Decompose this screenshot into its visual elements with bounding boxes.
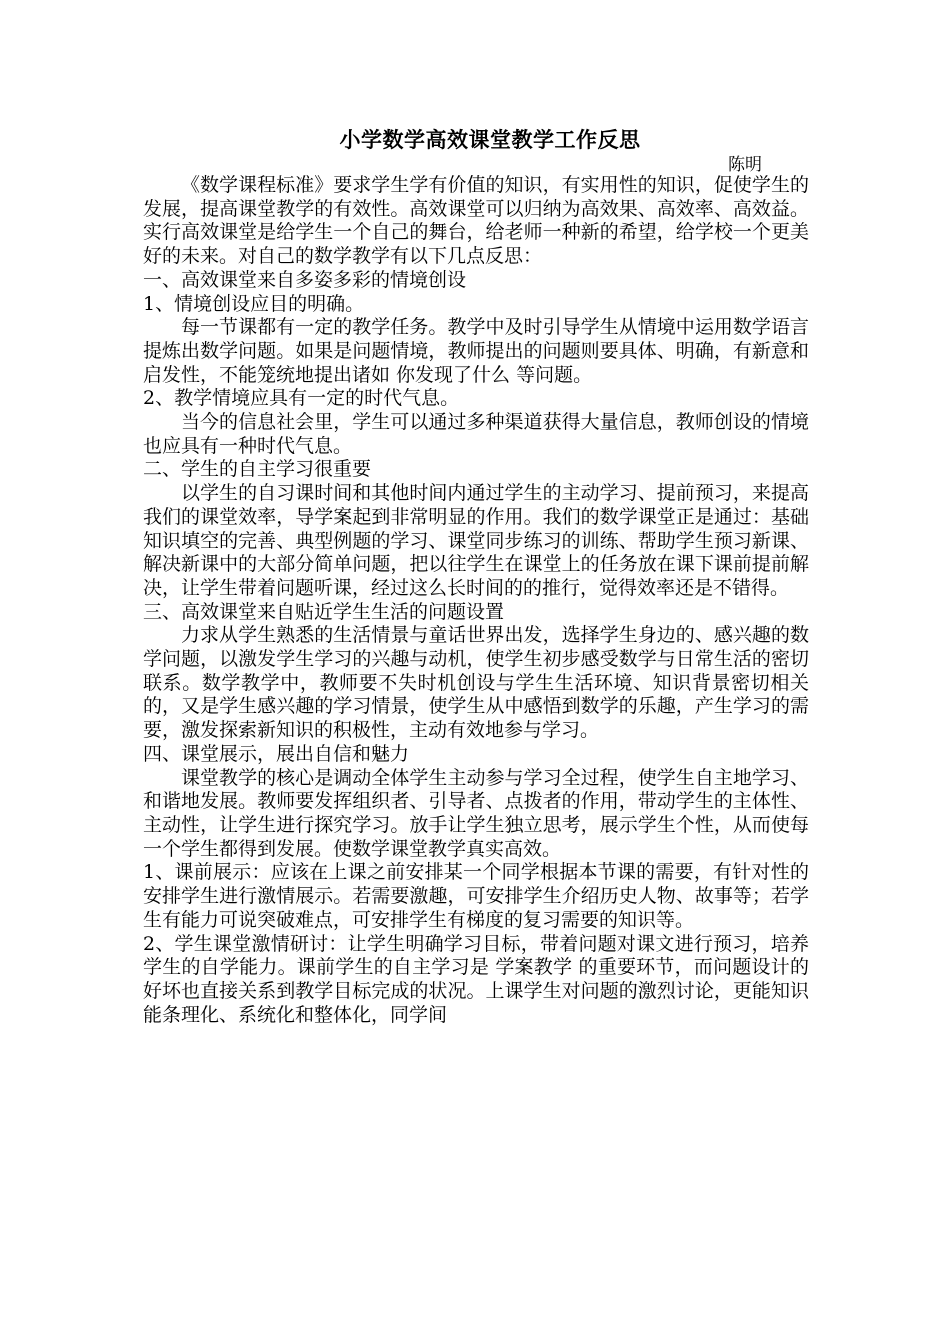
section-heading: 二、学生的自主学习很重要	[143, 458, 372, 481]
author-name: 陈明	[728, 155, 762, 175]
body-paragraph: 2、学生课堂激情研讨：让学生明确学习目标，带着问题对课文进行预习，培养学生的自学能力。课前学生的自主学习是 学案教学 的重要环节，而问题设计的好坏也直接关系到教学目标完成的状况。上课学生对问题的激烈讨论，更能知识能条理化、系统化和整体化，同学间	[143, 932, 809, 1026]
body-paragraph: 力求从学生熟悉的生活情景与童话世界出发，选择学生身边的、感兴趣的数学问题，以激发学生学习的兴趣与动机，使学生初步感受数学与日常生活的密切联系。数学教学中，教师要不失时机创设与学生生活环境、知识背景密切相关的，又是学生感兴趣的学习情景，使学生从中感悟到数学的乐趣，产生学习的需要，激发探索新知识的积极性，主动有效地参与学习。	[143, 624, 809, 742]
document-body	[143, 174, 809, 1027]
section-heading: 三、高效课堂来自贴近学生生活的问题设置	[143, 600, 505, 623]
body-paragraph: 每一节课都有一定的教学任务。教学中及时引导学生从情境中运用数学语言提炼出数学问题。如果是问题情境，教师提出的问题则要具体、明确，有新意和启发性，不能笼统地提出诸如 你发现了什么 等问题。	[143, 316, 809, 386]
section-heading: 四、课堂展示，展出自信和魅力	[143, 742, 410, 765]
body-paragraph: 当今的信息社会里，学生可以通过多种渠道获得大量信息，教师创设的情境也应具有一种时代气息。	[143, 411, 809, 457]
section-heading: 一、高效课堂来自多姿多彩的情境创设	[143, 268, 467, 291]
body-paragraph: 以学生的自习课时间和其他时间内通过学生的主动学习、提前预习，来提高我们的课堂效率，导学案起到非常明显的作用。我们的数学课堂正是通过：基础知识填空的完善、典型例题的学习、课堂同步练习的训练、帮助学生预习新课、解决新课中的大部分简单问题，把以往学生在课堂上的任务放在课下课前提前解决，让学生带着问题听课，经过这么长时间的的推行，觉得效率还是不错得。	[143, 482, 809, 599]
body-paragraph: 课堂教学的核心是调动全体学生主动参与学习全过程，使学生自主地学习、和谐地发展。教师要发挥组织者、引导者、点拨者的作用，带动学生的主体性、主动性，让学生进行探究学习。放手让学生独立思考，展示学生个性，从而使每一个学生都得到发展。使数学课堂教学真实高效。	[143, 766, 809, 860]
document-title: 小学数学高效课堂教学工作反思	[339, 127, 641, 152]
body-paragraph: 《数学课程标准》要求学生学有价值的知识，有实用性的知识，促使学生的发展，提高课堂教学的有效性。高效课堂可以归纳为高效果、高效率、高效益。实行高效课堂是给学生一个自己的舞台，给老师一种新的希望，给学校一个更美好的未来。对自己的数学教学有以下几点反思：	[143, 174, 809, 268]
section-heading: 2、教学情境应具有一定的时代气息。	[143, 387, 460, 410]
body-paragraph: 1、课前展示：应该在上课之前安排某一个同学根据本节课的需要，有针对性的安排学生进行激情展示。若需要激趣，可安排学生介绍历史人物、故事等；若学生有能力可说突破难点，可安排学生有梯度的复习需要的知识等。	[143, 861, 809, 931]
section-heading: 1、情境创设应目的明确。	[143, 292, 365, 315]
